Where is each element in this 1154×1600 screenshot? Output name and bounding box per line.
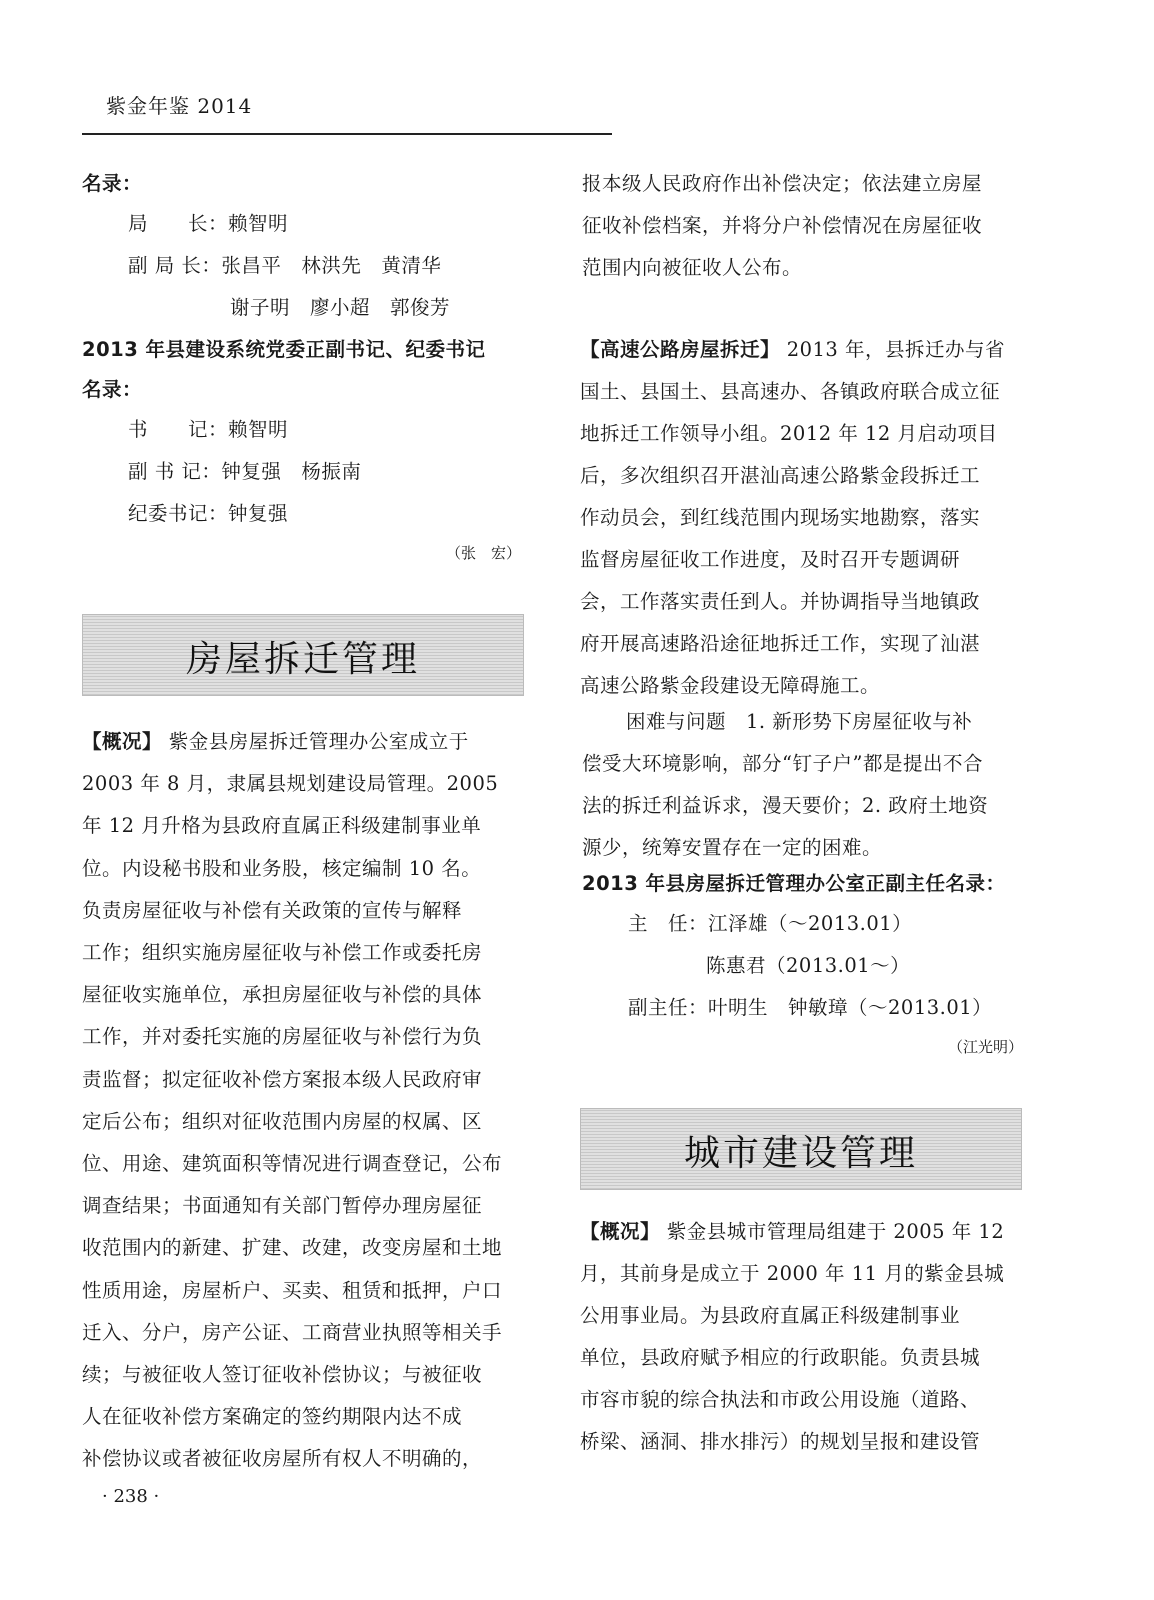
paragraph-line: 位、用途、建筑面积等情况进行调查登记，公布 — [82, 1152, 503, 1175]
paragraph-line: 桥梁、涵洞、排水排污）的规划呈报和建设管 — [580, 1430, 981, 1453]
roster2-heading: 名录： — [82, 378, 143, 401]
author-credit: （江光明） — [948, 1038, 1024, 1056]
paragraph-line: 位。内设秘书股和业务股，核定编制 10 名。 — [82, 856, 482, 880]
roster-row: 副主任：叶明生 钟敏璋（～2013.01） — [628, 996, 993, 1019]
roster-row: 主 任：江泽雄（～2013.01） — [628, 912, 913, 935]
paragraph-line: 征收补偿档案，并将分户补偿情况在房屋征收 — [582, 214, 983, 237]
paragraph-line: 性质用途，房屋析户、买卖、租赁和抵押，户口 — [82, 1278, 503, 1302]
roster-row: 副 局 长：张昌平 林洪先 黄清华 — [128, 254, 442, 277]
roster-row: 陈惠君（2013.01～） — [706, 954, 911, 977]
running-header: 紫金年鉴 2014 — [106, 94, 253, 118]
lead-in-label: 【概况】 — [580, 1220, 661, 1243]
paragraph-line: 月，其前身是成立于 2000 年 11 月的紫金县城 — [580, 1262, 1005, 1285]
roster-row: 谢子明 廖小超 郭俊芳 — [230, 296, 451, 319]
paragraph-line: 范围内向被征收人公布。 — [582, 256, 803, 279]
roster-row: 书 记：赖智明 — [128, 418, 289, 441]
paragraph-line: 作动员会，到红线范围内现场实地勘察，落实 — [580, 506, 981, 529]
paragraph-line: 偿受大环境影响，部分“钉子户”都是提出不合 — [582, 752, 983, 775]
paragraph-line: 续；与被征收人签订征收补偿协议；与被征收 — [82, 1363, 483, 1386]
paragraph-line: 工作，并对委托实施的房屋征收与补偿行为负 — [82, 1025, 483, 1049]
paragraph-line: 收范围内的新建、扩建、改建，改变房屋和土地 — [82, 1236, 503, 1260]
roster-row: 纪委书记：钟复强 — [128, 502, 289, 525]
roster2-heading: 2013 年县建设系统党委正副书记、纪委书记 — [82, 338, 486, 361]
lead-in-label: 【概况】 — [82, 730, 163, 753]
section-title: 城市建设管理 — [683, 1133, 918, 1174]
paragraph-line: 2003 年 8 月，隶属县规划建设局管理。2005 — [82, 772, 499, 796]
roster1-heading: 名录： — [82, 172, 143, 195]
paragraph-line: 地拆迁工作领导小组。2012 年 12 月启动项目 — [580, 422, 998, 445]
paragraph-line: 府开展高速路沿途征地拆迁工作，实现了汕湛 — [580, 632, 981, 655]
header-rule — [82, 133, 612, 135]
paragraph-line: 定后公布；组织对征收范围内房屋的权属、区 — [82, 1109, 483, 1133]
paragraph-line: 负责房屋征收与补偿有关政策的宣传与解释 — [82, 898, 463, 922]
paragraph-line: 监督房屋征收工作进度，及时召开专题调研 — [580, 548, 961, 571]
author-credit: （张 宏） — [446, 544, 522, 562]
paragraph-line: 会，工作落实责任到人。并协调指导当地镇政 — [580, 590, 981, 613]
paragraph-line: 法的拆迁利益诉求，漫天要价；2. 政府土地资 — [582, 794, 989, 817]
paragraph-line: 调查结果；书面通知有关部门暂停办理房屋征 — [82, 1194, 483, 1218]
paragraph-line: 迁入、分户，房产公证、工商营业执照等相关手 — [82, 1320, 503, 1344]
paragraph-line: 【高速公路房屋拆迁】 2013 年，县拆迁办与省 — [580, 338, 1006, 361]
paragraph-line: 市容市貌的综合执法和市政公用设施（道路、 — [580, 1388, 981, 1411]
paragraph-line: 补偿协议或者被征收房屋所有权人不明确的， — [82, 1447, 483, 1471]
section-banner — [82, 614, 524, 696]
paragraph-line: 【概况】 紫金县城市管理局组建于 2005 年 12 — [580, 1220, 1005, 1243]
roster-row: 副 书 记：钟复强 杨振南 — [128, 460, 362, 483]
section-title: 房屋拆迁管理 — [185, 639, 420, 680]
paragraph-line: 年 12 月升格为县政府直属正科级建制事业单 — [82, 814, 482, 838]
paragraph-line: 人在征收补偿方案确定的签约期限内达不成 — [82, 1405, 463, 1429]
paragraph-line: 源少，统筹安置存在一定的困难。 — [582, 836, 883, 859]
paragraph-line: 工作；组织实施房屋征收与补偿工作或委托房 — [82, 941, 483, 964]
paragraph-line: 后，多次组织召开湛汕高速公路紫金段拆迁工 — [580, 464, 981, 487]
paragraph-line: 报本级人民政府作出补偿决定；依法建立房屋 — [582, 172, 983, 195]
paragraph-line: 单位，县政府赋予相应的行政职能。负责县城 — [580, 1346, 981, 1369]
paragraph-line: 高速公路紫金段建设无障碍施工。 — [580, 674, 881, 697]
paragraph-line: 【概况】 紫金县房屋拆迁管理办公室成立于 — [82, 730, 469, 753]
paragraph-line: 国土、县国土、县高速办、各镇政府联合成立征 — [580, 380, 1001, 403]
roster3-heading: 2013 年县房屋拆迁管理办公室正副主任名录： — [582, 872, 1006, 895]
paragraph-line: 屋征收实施单位，承担房屋征收与补偿的具体 — [82, 983, 483, 1007]
roster-row: 局 长：赖智明 — [128, 212, 289, 235]
section-banner — [580, 1108, 1022, 1190]
paragraph-line: 困难与问题 1. 新形势下房屋征收与补 — [626, 710, 973, 733]
paragraph-line: 责监督；拟定征收补偿方案报本级人民政府审 — [82, 1067, 483, 1091]
lead-in-label: 【高速公路房屋拆迁】 — [580, 338, 781, 361]
paragraph-line: 公用事业局。为县政府直属正科级建制事业 — [580, 1304, 961, 1327]
page-number: · 238 · — [102, 1486, 160, 1507]
